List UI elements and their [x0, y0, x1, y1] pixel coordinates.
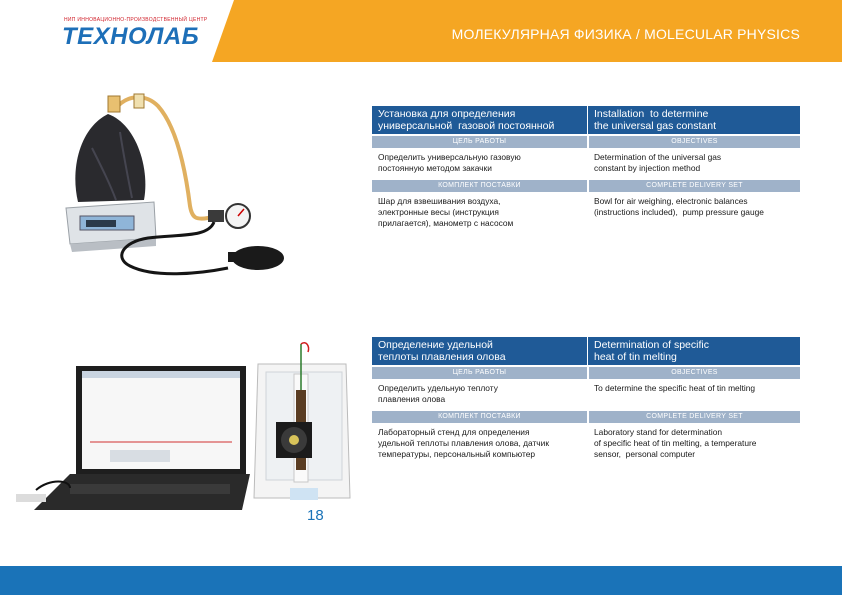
- page-header: [0, 0, 842, 62]
- delivery-text-en: Laboratory stand for determination of specific heat of tin melting, a temperature sensor, personal computer: [594, 427, 757, 459]
- gas-constant-setup-photo: [58, 88, 298, 288]
- card-title-ru: Установка для определения универсальной газовой постоянной: [372, 106, 588, 134]
- objectives-text-en: To determine the specific heat of tin melting: [594, 383, 756, 393]
- objectives-text-en: Determination of the universal gas constant by injection method: [594, 152, 722, 173]
- card-title-row: [372, 337, 800, 365]
- card-tin-melting: [372, 337, 800, 464]
- delivery-body-row: [372, 192, 800, 233]
- objectives-body-row: [372, 379, 800, 409]
- delivery-label-ru: КОМПЛЕКТ ПОСТАВКИ: [372, 180, 587, 192]
- delivery-text-en: Bowl for air weighing, electronic balances (instructions included), pump pressure gauge: [594, 196, 764, 217]
- delivery-header-row: [372, 411, 800, 423]
- objectives-text-ru: Определить универсальную газовую постоянную методом закачки: [378, 152, 521, 173]
- objectives-header-row: [372, 367, 800, 379]
- delivery-text-ru: Лабораторный стенд для определения удельной теплоты плавления олова, датчик температуры, персональный компьютер: [378, 427, 550, 459]
- card-gas-constant: [372, 106, 800, 233]
- objectives-label-en: OBJECTIVES: [589, 367, 800, 379]
- card-title-ru: Определение удельной теплоты плавления олова: [372, 337, 588, 365]
- tin-melting-setup-photo: [10, 338, 360, 513]
- objectives-header-row: [372, 136, 800, 148]
- objectives-label-ru: ЦЕЛЬ РАБОТЫ: [372, 367, 587, 379]
- card-title-en: Determination of specific heat of tin melting: [594, 339, 709, 363]
- delivery-body-row: [372, 423, 800, 464]
- page-footer: [0, 566, 842, 595]
- delivery-header-row: [372, 180, 800, 192]
- page-number: 18: [307, 507, 324, 524]
- logo: [0, 0, 212, 62]
- delivery-label-en: COMPLETE DELIVERY SET: [589, 411, 800, 423]
- objectives-body-row: [372, 148, 800, 178]
- delivery-label-ru: КОМПЛЕКТ ПОСТАВКИ: [372, 411, 587, 423]
- logo-subtitle: НИП ИННОВАЦИОННО-ПРОИЗВОДСТВЕННЫЙ ЦЕНТР: [64, 17, 208, 23]
- card-title-en: Installation to determine the universal gas constant: [594, 108, 716, 132]
- delivery-text-ru: Шар для взвешивания воздуха, электронные весы (инструкция прилагается), манометр с насосом: [378, 196, 514, 228]
- delivery-label-en: COMPLETE DELIVERY SET: [589, 180, 800, 192]
- objectives-text-ru: Определить удельную теплоту плавления олова: [378, 383, 498, 404]
- objectives-label-ru: ЦЕЛЬ РАБОТЫ: [372, 136, 587, 148]
- card-title-row: [372, 106, 800, 134]
- section-title: МОЛЕКУЛЯРНАЯ ФИЗИКА / MOLECULAR PHYSICS: [451, 26, 800, 42]
- objectives-label-en: OBJECTIVES: [589, 136, 800, 148]
- logo-wordmark: ТЕХНОЛАБ: [62, 23, 200, 50]
